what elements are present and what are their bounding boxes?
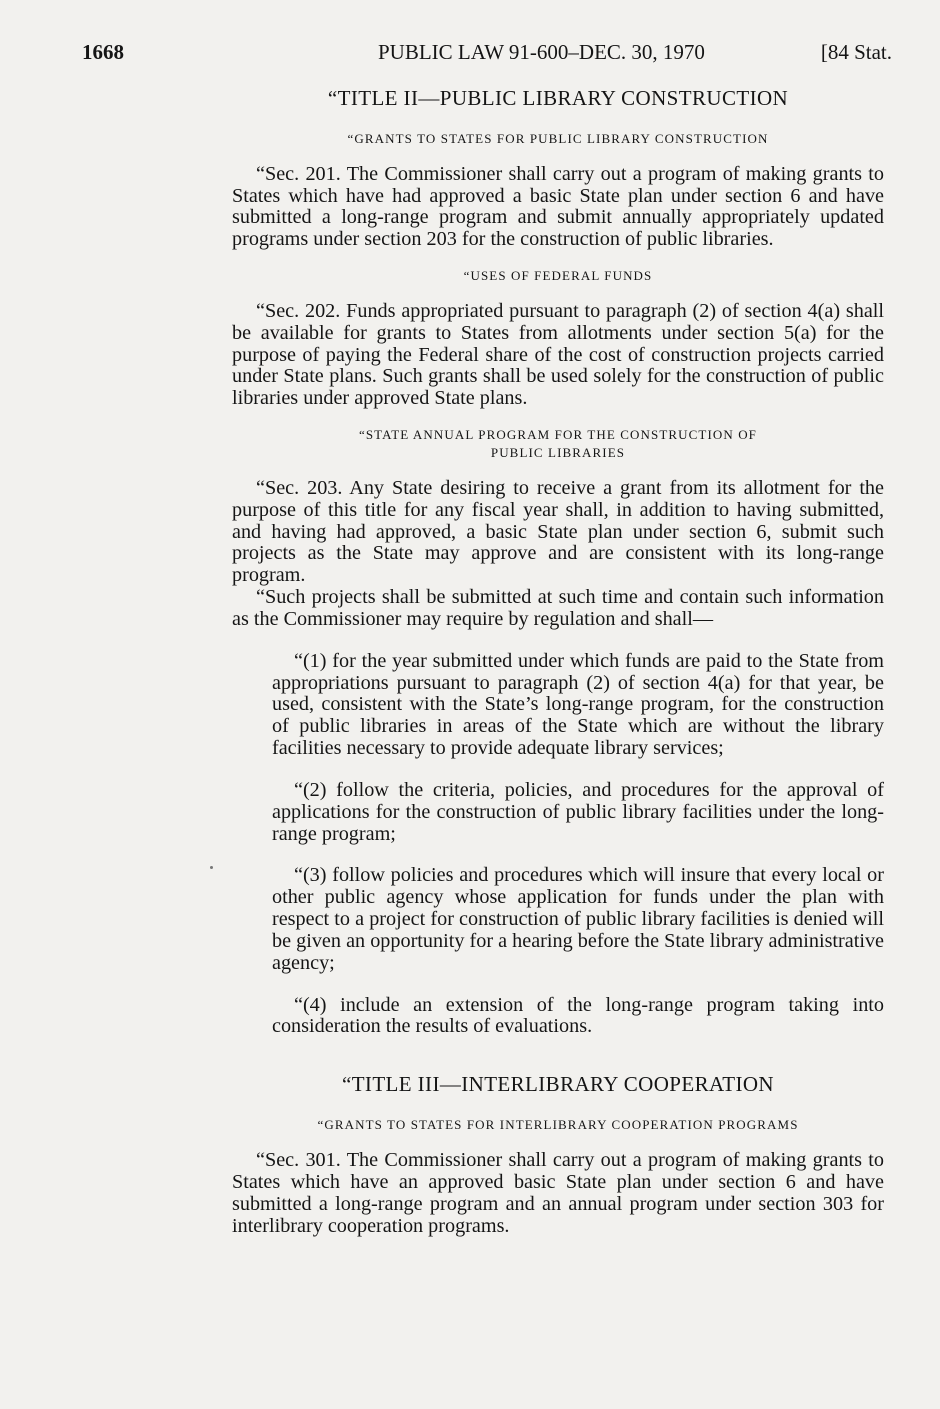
section-203: “Sec. 203. Any State desiring to receive a grant from its allotment for the purpose of this title for any fiscal year shall, in addition to having submitted, and having had approved, a basic State plan under section 6, submit such projects as the State may approve and are consistent with its long-range program. <box>232 476 884 587</box>
section-heading-state-annual <box>232 426 884 462</box>
list-item: “(1) for the year submitted under which funds are paid to the State from appropriations pursuant to paragraph (2) of section 4(a) for that year, be used, consistent with the State’s long-range program, for the construction of public libraries in areas of the State which are without the library facilities necessary to provide adequate library services; <box>272 649 884 759</box>
section-heading-grants: “GRANTS TO STATES FOR PUBLIC LIBRARY CONSTRUCTION <box>347 130 769 146</box>
list-item: “(2) follow the criteria, policies, and procedures for the approval of applications for the construction of public library facilities under the long-range program; <box>272 778 884 845</box>
list-item: “(4) include an extension of the long-range program taking into consideration the results of evaluations. <box>272 993 884 1038</box>
section-heading-interlibrary: “GRANTS TO STATES FOR INTERLIBRARY COOPERATION PROGRAMS <box>317 1117 799 1133</box>
statute-reference: [84 Stat. <box>820 40 892 64</box>
list-item: “(3) follow policies and procedures which will insure that every local or other public agency whose application for funds under the plan with respect to a project for construction of public library facilities is denied will be given an opportunity for a hearing before the State library administrative agency; <box>272 864 884 974</box>
heading-line-1: “STATE ANNUAL PROGRAM FOR THE CONSTRUCTION OF <box>358 426 758 442</box>
title-ii-heading: “TITLE II—PUBLIC LIBRARY CONSTRUCTION <box>327 86 789 110</box>
section-301: “Sec. 301. The Commissioner shall carry out a program of making grants to States which have an approved basic State plan under section 6 and have submitted a long-range program and an annual program under section 303 for interlibrary cooperation programs. <box>232 1149 884 1237</box>
document-body <box>232 88 884 1237</box>
scan-speck <box>210 866 213 869</box>
page-header <box>82 40 892 72</box>
heading-line-2: PUBLIC LIBRARIES <box>490 444 626 460</box>
page-number: 1668 <box>82 40 124 64</box>
running-head: PUBLIC LAW 91-600–DEC. 30, 1970 <box>378 40 705 64</box>
section-202: “Sec. 202. Funds appropriated pursuant to paragraph (2) of section 4(a) shall be available for grants to States from allotments under section 5(a) for the purpose of paying the Federal share of the cost of construction projects carried under State plans. Such grants shall be used solely for the construction of public libraries under approved State plans. <box>232 299 884 410</box>
section-203-continuation: “Such projects shall be submitted at such time and contain such information as the Commissioner may require by regulation and shall— <box>232 585 884 630</box>
section-heading-uses: “USES OF FEDERAL FUNDS <box>463 267 653 283</box>
title-iii-heading: “TITLE III—INTERLIBRARY COOPERATION <box>341 1072 774 1097</box>
section-201: “Sec. 201. The Commissioner shall carry out a program of making grants to States which have had approved a basic State plan under section 6 and have submitted a long-range program and submit annually appropriately updated programs under section 203 for the construction of public libraries. <box>232 162 884 251</box>
